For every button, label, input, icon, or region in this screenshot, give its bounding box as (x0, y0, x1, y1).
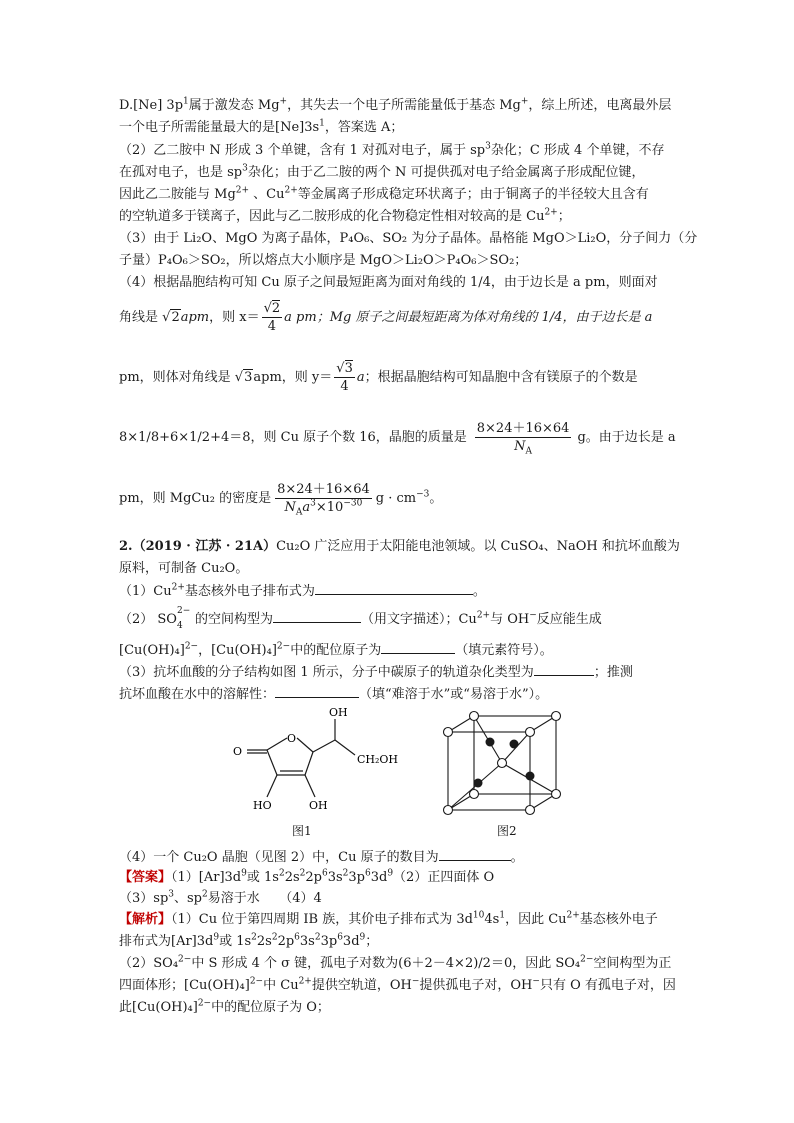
text-line: 原料，可制备 Cu₂O。 (119, 561, 249, 576)
oh-top-label: OH (329, 706, 348, 719)
ring-oxygen-label: O (287, 732, 297, 745)
text-line: 角线是 √2apm，则 x＝ $\frac{√2}{4}$ a pm；Mg 原子之间最短距离为体对角线的 1/4，由于边长是 a (119, 301, 653, 334)
answer-blank[interactable] (315, 581, 473, 595)
text-line: 子量）P₄O₆＞SO₂，所以熔点大小顺序是 MgO＞Li₂O＞P₄O₆＞SO₂； (119, 253, 528, 268)
ascorbic-acid-structure-figure (225, 705, 415, 820)
answer-blank[interactable] (275, 684, 359, 698)
figure-2-caption: 图2 (497, 824, 517, 838)
text-line: pm，则 MgCu₂ 的密度是 $\frac{8\times 24+16\times 64}{N_Aa^3\times 10^{-30}}$ $g \cdot cm^{-3}$。 (119, 482, 443, 518)
figure-1-caption: 图1 (292, 824, 312, 838)
analysis-line: 排布式为$[Ar]3d^9$或 $1s^22s^22p^63s^23p^63d^9$； (119, 932, 379, 949)
analysis-line: 四面体形；$[Cu(OH)_4]^{2-}$中 $Cu^{2+}$提供空轨道，OH−提供孤电子对，OH−只有 O 有孤电子对，因 (119, 976, 676, 993)
text-line: $[Cu(OH)_4]^{2-}$，$[Cu(OH)_4]^{2-}$中的配位原子为 （填元素符号）。 (119, 641, 553, 658)
text-line: （3）由于 Li₂O、MgO 为离子晶体，P₄O₆、SO₂ 为分子晶体。晶格能 MgO＞Li₂O，分子间力（分 (119, 231, 698, 246)
text-line: 8×1/8+6×1/2+4＝8，则 Cu 原子个数 16，晶胞的质量是 $\frac{8\times 24+16\times 64}{N_A}$ g。由于边长是 a (119, 421, 676, 457)
carbonyl-oxygen-label: O (233, 745, 243, 758)
text-line: 抗坏血酸在水中的溶解性： （填“难溶于水”或“易溶于水”）。 (119, 684, 679, 704)
ho-left-label: HO (253, 799, 272, 812)
question-4: （4）一个 Cu₂O 晶胞（见图 2）中，Cu 原子的数目为 。 (119, 847, 679, 867)
text-line: （4）根据晶胞结构可知 Cu 原子之间最短距离为面对角线的 1/4，由于边长是 a pm，则面对 (119, 275, 658, 290)
analysis-line: 此$[Cu(OH)_4]^{2-}$中的配位原子为 O； (119, 998, 330, 1015)
analysis-line: （2）SO₄$^{2-}$中 S 形成 4 个 σ 键，孤电子对数为(6＋2－4×2)/2＝0，因此 SO₄$^{2-}$空间构型为正 (119, 954, 672, 971)
sqrt-3: √3 (234, 370, 253, 385)
text-line: 的空轨道多于镁离子，因此与乙二胺形成的化合物稳定性相对较高的是 $Cu^{2+}$； (119, 207, 571, 224)
text-line: pm，则体对角线是 √3apm，则 y＝ $\frac{√3}{4}$ a；根据晶胞结构可知晶胞中含有镁原子的个数是 (119, 361, 638, 394)
text-line: D.[Ne] $3p^1$属于激发态 Mg+，其失去一个电子所需能量低于基态 Mg+，综上所述，电离最外层 (119, 96, 672, 113)
question-2: （2） SO 2− 4 的空间构型为 （用文字描述）；$Cu^{2+}$与 OH−反应能生成 (119, 606, 602, 631)
answer-blank[interactable] (381, 640, 455, 654)
answer-label: 【答案】 (119, 870, 172, 885)
answer-blank[interactable] (439, 847, 511, 861)
answer-line: 【答案】$(1)[Ar]3d^9$或 $1s^22s^22p^63s^23p^63d^9(2)$正四面体 O (119, 868, 495, 885)
fraction: $\frac{√3}{4}$ (336, 361, 353, 394)
fraction: $\frac{√2}{4}$ (263, 301, 281, 334)
analysis-label: 【解析】 (119, 912, 172, 927)
question-title: 2.（2019 · 江苏 · 21A）Cu₂O 广泛应用于太阳能电池领域。以 CuSO₄、NaOH 和抗坏血酸为 (119, 539, 680, 554)
answer-line: $(3)sp^3$、$sp^2$易溶于水 （4）4 (119, 889, 322, 906)
text-line: 一个电子所需能量最大的是$[Ne]3s^1$，答案选 A； (119, 118, 404, 135)
oh-right-label: OH (309, 799, 328, 812)
analysis-line: 【解析】（1）Cu 位于第四周期 IB 族，其价电子排布式为 $3d^{10}4s^1$，因此 $Cu^{2+}$基态核外电子 (119, 910, 658, 927)
text-line: 因此乙二胺能与 $Mg^{2+}$ 、$Cu^{2+}$等金属离子形成稳定环状离子；由于铜离子的半径较大且含有 (119, 185, 649, 202)
ch2oh-label: CH₂OH (357, 753, 399, 766)
text-line: 在孤对电子，也是 $sp^3$杂化；由于乙二胺的两个 N 可提供孤对电子给金属离子形成配位键， (119, 163, 645, 180)
question-1: $(1)Cu^{2+}$基态核外电子排布式为 。 (119, 582, 486, 599)
answer-blank[interactable] (534, 662, 594, 676)
cu2o-unit-cell-figure (438, 708, 568, 820)
text-line: （2）乙二胺中 N 形成 3 个单键，含有 1 对孤对电子，属于 $sp^3$杂化；C 形成 4 个单键，不存 (119, 141, 665, 158)
fraction: $\frac{8\times 24+16\times 64}{N_Aa^3\times 10^{-30}}$ (277, 482, 370, 518)
fraction: $\frac{8\times 24+16\times 64}{N_A}$ (476, 421, 570, 457)
answer-blank[interactable] (273, 609, 361, 623)
question-3: （3）抗坏血酸的分子结构如图 1 所示，分子中碳原子的轨道杂化类型为 ；推测 (119, 662, 679, 682)
sqrt-2: √2 (162, 310, 180, 325)
